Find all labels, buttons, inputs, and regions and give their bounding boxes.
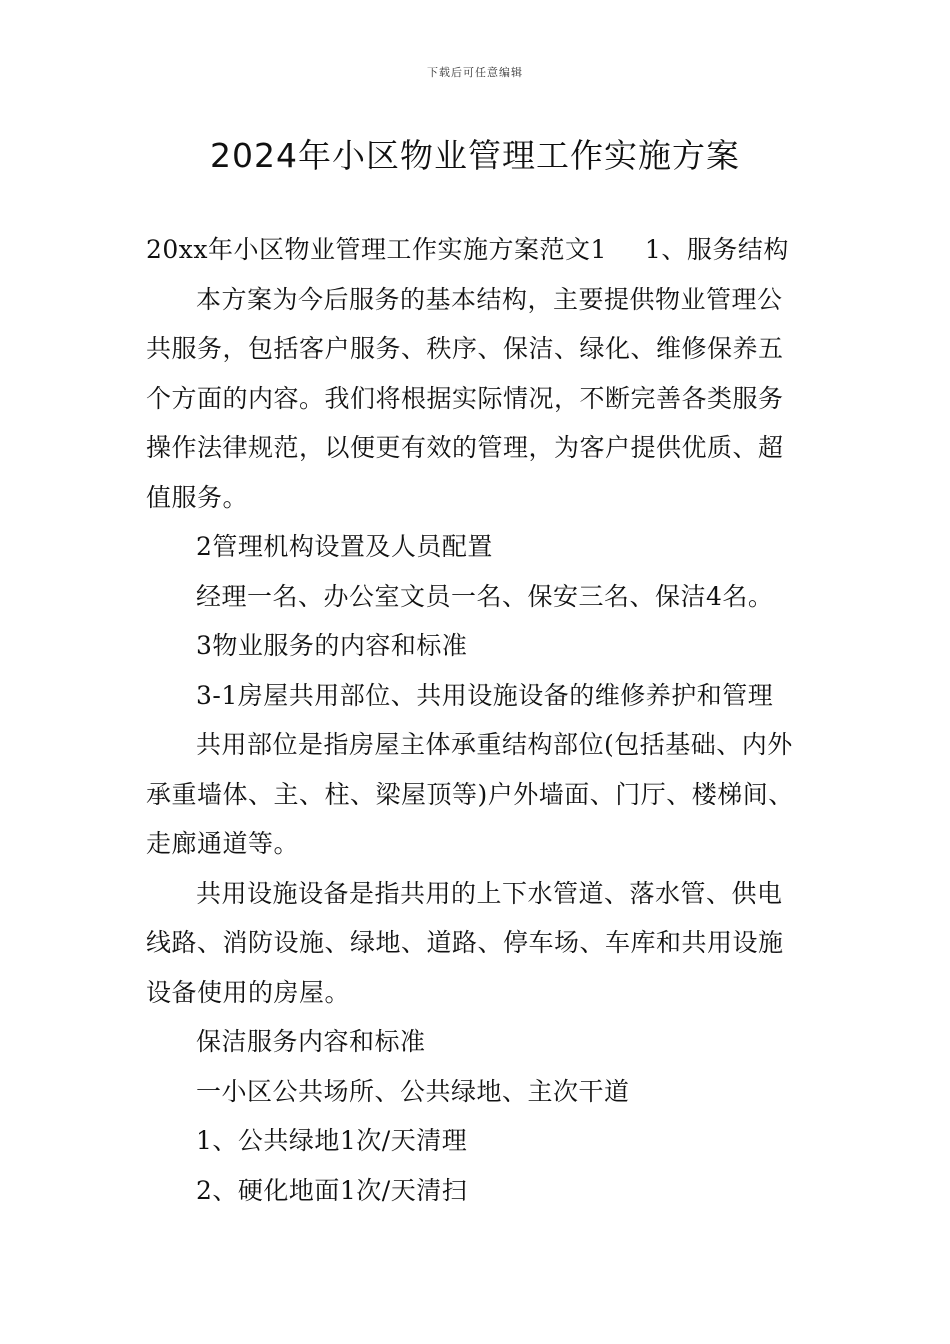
- list-item: 2、硬化地面1次/天清扫: [196, 1175, 468, 1205]
- paragraph-line: 共用部位是指房屋主体承重结构部位(包括基础、内外: [196, 730, 793, 759]
- paragraph-line: 个方面的内容。我们将根据实际情况，不断完善各类服务: [146, 383, 784, 413]
- header-note: 下载后可任意编辑: [427, 66, 523, 79]
- section-heading: 3-1房屋共用部位、共用设施设备的维修养护和管理: [196, 680, 774, 710]
- document-title: 2024年小区物业管理工作实施方案: [210, 136, 740, 175]
- section-heading: 保洁服务内容和标准: [196, 1027, 426, 1056]
- paragraph-line: 经理一名、办公室文员一名、保安三名、保洁4名。: [196, 581, 774, 611]
- section-heading-service-structure: 1、服务结构: [644, 235, 789, 264]
- paragraph-line: 共用设施设备是指共用的上下水管道、落水管、供电: [196, 878, 783, 908]
- paragraph-line: 承重墙体、主、柱、梁屋顶等)户外墙面、门厅、楼梯间、: [146, 779, 794, 809]
- paragraph-line-intro: [146, 225, 806, 275]
- paragraph-line: 一小区公共场所、公共绿地、主次干道: [196, 1076, 630, 1106]
- intro-text: 20xx年小区物业管理工作实施方案范文1: [146, 235, 607, 264]
- document-body: [146, 225, 806, 1215]
- section-heading: 2管理机构设置及人员配置: [196, 532, 493, 561]
- paragraph-line: 走廊通道等。: [146, 829, 300, 858]
- paragraph-line: 共服务，包括客户服务、秩序、保洁、绿化、维修保养五: [146, 334, 784, 363]
- paragraph-line: 线路、消防设施、绿地、道路、停车场、车库和共用设施: [146, 928, 784, 957]
- paragraph-line: 值服务。: [146, 482, 249, 512]
- paragraph-line: 操作法律规范，以便更有效的管理，为客户提供优质、超: [146, 433, 784, 462]
- paragraph-line: 本方案为今后服务的基本结构，主要提供物业管理公: [196, 284, 783, 314]
- section-heading: 3物业服务的内容和标准: [196, 631, 468, 660]
- paragraph-line: 设备使用的房屋。: [146, 977, 351, 1007]
- list-item: 1、公共绿地1次/天清理: [196, 1126, 468, 1155]
